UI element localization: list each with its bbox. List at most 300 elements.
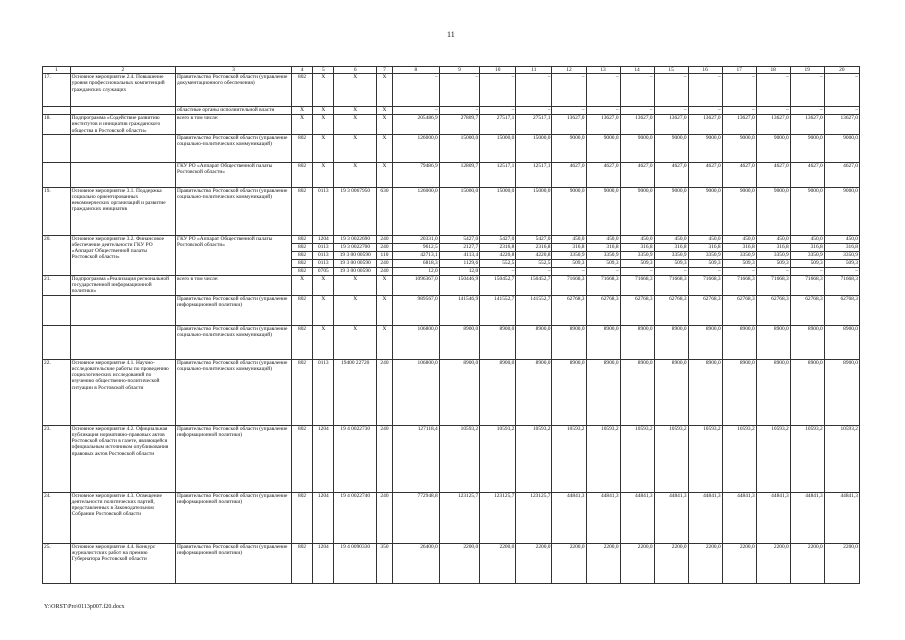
section-code: 1204 (313, 492, 334, 543)
grbs-code: 802 (291, 162, 312, 187)
expense-type-code: Х (377, 295, 393, 325)
column-number-10: 10 (480, 67, 516, 74)
target-article-code: Х (334, 107, 377, 115)
year-value: 9000,0 (586, 187, 620, 235)
year-value: 2127,7 (439, 243, 479, 251)
year-value: 316,8 (756, 243, 790, 251)
year-value: 27517,1 (480, 115, 516, 135)
year-value: 10593,2 (552, 425, 586, 492)
year-value: – (516, 74, 552, 107)
year-value: 62768,3 (552, 295, 586, 325)
expense-type-code: Х (377, 74, 393, 107)
year-value: 12517,1 (480, 162, 516, 187)
target-article-code: 19 3 00 00590 (334, 259, 377, 267)
total-value: 9612,5 (392, 243, 439, 251)
year-value: 8900,0 (688, 325, 722, 359)
year-value: 10593,2 (756, 425, 790, 492)
section-code: Х (313, 115, 334, 135)
year-value: – (586, 74, 620, 107)
year-value: 8900,0 (586, 359, 620, 425)
year-value: 5427,0 (480, 235, 516, 243)
executor: всего в том числе: (175, 115, 291, 135)
year-value: 2200,0 (552, 543, 586, 583)
year-value: 71668,3 (586, 275, 620, 295)
year-value: – (654, 107, 688, 115)
year-value: 8900,0 (722, 325, 756, 359)
target-article-code: Х (334, 134, 377, 162)
target-article-code: 19 4 0022730 (334, 425, 377, 492)
row-number (43, 162, 71, 187)
row-number: 17. (43, 74, 71, 107)
program-name: Основное мероприятие 3.2. Финансовое обеспечение деятельности ГКУ РО «Аппарат Общественной палаты Ростовской области» (70, 235, 175, 275)
year-value: 4627,0 (756, 162, 790, 187)
year-value: 123125,7 (439, 492, 479, 543)
year-value: 62768,3 (688, 295, 722, 325)
section-code: 1204 (313, 543, 334, 583)
year-value: 8900,0 (654, 325, 688, 359)
table-row (43, 115, 860, 135)
total-value: – (392, 74, 439, 107)
year-value: 2200,0 (756, 543, 790, 583)
executor: Правительство Ростовской области (управление информационной политики) (175, 492, 291, 543)
grbs-code: 802 (291, 543, 312, 583)
year-value: 450,0 (790, 235, 824, 243)
grbs-code: Х (291, 107, 312, 115)
year-value: – (756, 267, 790, 275)
footer-file-path: Y:\ORST\Pro\0113p007.f20.docx (44, 604, 125, 610)
expense-type-code: 240 (377, 267, 393, 275)
grbs-code: Х (291, 275, 312, 295)
year-value: 1129,6 (439, 259, 479, 267)
total-value: 106800,0 (392, 325, 439, 359)
year-value: 4220,8 (516, 251, 552, 259)
year-value: 27809,7 (439, 115, 479, 135)
target-article-code: 19400 22720 (334, 359, 377, 425)
year-value: 3350,9 (824, 251, 859, 259)
year-value: 62768,3 (586, 295, 620, 325)
year-value: 2200,0 (439, 543, 479, 583)
year-value: 552,5 (516, 259, 552, 267)
year-value: 10593,2 (480, 425, 516, 492)
year-value: 316,8 (790, 243, 824, 251)
year-value: 509,3 (620, 259, 654, 267)
row-number (43, 134, 71, 162)
year-value: 509,3 (586, 259, 620, 267)
year-value: 2200,0 (586, 543, 620, 583)
row-number: 24. (43, 492, 71, 543)
year-value: 9000,0 (722, 187, 756, 235)
column-number-1: 1 (43, 67, 71, 74)
grbs-code: Х (291, 115, 312, 135)
year-value: 9000,0 (688, 187, 722, 235)
year-value: 8900,0 (824, 325, 859, 359)
expense-type-code: Х (377, 275, 393, 295)
year-value: – (756, 74, 790, 107)
table-row (43, 425, 860, 492)
year-value: 316,8 (586, 243, 620, 251)
column-number-3: 3 (175, 67, 291, 74)
year-value: – (722, 107, 756, 115)
table-body (43, 67, 860, 584)
grbs-code: 802 (291, 187, 312, 235)
year-value: 9000,0 (722, 134, 756, 162)
row-number: 18. (43, 115, 71, 135)
year-value: – (790, 107, 824, 115)
grbs-code: 802 (291, 295, 312, 325)
expense-type-code: 240 (377, 235, 393, 243)
year-value: 3350,9 (688, 251, 722, 259)
year-value: 450,0 (756, 235, 790, 243)
program-name (70, 134, 175, 162)
year-value: – (439, 107, 479, 115)
section-code: 0113 (313, 251, 334, 259)
year-value: 3350,9 (790, 251, 824, 259)
year-value: 8900,0 (654, 359, 688, 425)
year-value: – (654, 74, 688, 107)
year-value: 509,3 (756, 259, 790, 267)
year-value: 8900,0 (620, 359, 654, 425)
year-value: – (722, 267, 756, 275)
year-value: 9000,0 (654, 134, 688, 162)
year-value: 71668,3 (756, 275, 790, 295)
year-value: 44841,3 (756, 492, 790, 543)
row-number: 21. (43, 275, 71, 295)
year-value: 15000,0 (480, 187, 516, 235)
year-value: 62768,3 (654, 295, 688, 325)
target-article-code: Х (334, 275, 377, 295)
year-value: 4627,0 (620, 162, 654, 187)
column-number-20: 20 (824, 67, 859, 74)
year-value: 9000,0 (552, 187, 586, 235)
expense-type-code: Х (377, 107, 393, 115)
year-value: 4627,0 (552, 162, 586, 187)
expense-type-code: 240 (377, 359, 393, 425)
program-name (70, 162, 175, 187)
target-article-code: Х (334, 325, 377, 359)
year-value: 4627,0 (824, 162, 859, 187)
table-row (43, 134, 860, 162)
target-article-code: Х (334, 162, 377, 187)
year-value: 141546,9 (439, 295, 479, 325)
year-value: – (552, 107, 586, 115)
year-value: 123125,7 (516, 492, 552, 543)
year-value: 71668,3 (824, 275, 859, 295)
year-value: 2200,0 (654, 543, 688, 583)
year-value: 509,3 (824, 259, 859, 267)
program-name: Основное мероприятие 4.4. Конкурс журналистских работ на премию Губернатора Ростовской области (70, 543, 175, 583)
year-value: 62768,3 (620, 295, 654, 325)
year-value: 44841,3 (586, 492, 620, 543)
year-value: – (790, 267, 824, 275)
year-value: – (439, 74, 479, 107)
year-value: 141552,7 (516, 295, 552, 325)
grbs-code: 802 (291, 325, 312, 359)
section-code: Х (313, 162, 334, 187)
year-value: 4220,8 (480, 251, 516, 259)
executor: всего в том числе: (175, 275, 291, 295)
year-value: 2200,0 (480, 543, 516, 583)
year-value: 316,8 (688, 243, 722, 251)
year-value: 62768,3 (756, 295, 790, 325)
year-value: 8900,0 (756, 359, 790, 425)
column-number-16: 16 (688, 67, 722, 74)
row-number (43, 295, 71, 325)
year-value: 44841,3 (654, 492, 688, 543)
total-value: 772948,8 (392, 492, 439, 543)
year-value: – (654, 267, 688, 275)
year-value: 71668,3 (790, 275, 824, 295)
year-value: 13627,0 (620, 115, 654, 135)
executor: Правительство Ростовской области (управление социально-политических коммуникаций) (175, 359, 291, 425)
year-value: 71668,3 (688, 275, 722, 295)
column-number-8: 8 (392, 67, 439, 74)
year-value: 13627,0 (756, 115, 790, 135)
row-number (43, 107, 71, 115)
year-value: 8900,0 (586, 325, 620, 359)
year-value: 450,0 (722, 235, 756, 243)
executor: Правительство Ростовской области (управление информационной политики) (175, 543, 291, 583)
year-value: – (552, 267, 586, 275)
section-code: Х (313, 295, 334, 325)
year-value: – (790, 74, 824, 107)
year-value: 13627,0 (722, 115, 756, 135)
grbs-code: 802 (291, 251, 312, 259)
year-value: 10593,2 (688, 425, 722, 492)
year-value: 71668,3 (620, 275, 654, 295)
expense-type-code: 350 (377, 543, 393, 583)
year-value: – (722, 74, 756, 107)
year-value: 15000,0 (480, 134, 516, 162)
year-value: – (688, 267, 722, 275)
year-value: 2200,0 (688, 543, 722, 583)
total-value: 126000,0 (392, 187, 439, 235)
target-article-code: 19 3 0067950 (334, 187, 377, 235)
program-name (70, 107, 175, 115)
program-name (70, 325, 175, 359)
year-value: – (824, 267, 859, 275)
executor: областные органы исполнительной власти (175, 107, 291, 115)
total-value: 127118,4 (392, 425, 439, 492)
year-value: 9000,0 (790, 134, 824, 162)
year-value: 4627,0 (722, 162, 756, 187)
column-number-7: 7 (377, 67, 393, 74)
year-value: 62768,3 (824, 295, 859, 325)
year-value: – (824, 74, 859, 107)
year-value: 13627,0 (586, 115, 620, 135)
target-article-code: Х (334, 115, 377, 135)
row-number: 23. (43, 425, 71, 492)
year-value: 509,3 (722, 259, 756, 267)
program-name: Основное мероприятие 2.4. Повышение уровня профессиональных компетенций гражданских служащих (70, 74, 175, 107)
year-value: 3350,9 (756, 251, 790, 259)
year-value: 71668,3 (552, 275, 586, 295)
year-value: – (688, 107, 722, 115)
year-value: 2316,8 (516, 243, 552, 251)
grbs-code: 802 (291, 492, 312, 543)
table-row (43, 359, 860, 425)
year-value: 10593,2 (824, 425, 859, 492)
program-name: Основное мероприятие 4.2. Официальная публикация нормативно-правовых актов Ростовской области в газете, являющейся официальным источником опубликования правовых актов Ростовской области (70, 425, 175, 492)
year-value: 12517,1 (516, 162, 552, 187)
year-value: 8900,0 (439, 359, 479, 425)
year-value: 12,0 (439, 267, 479, 275)
program-name: Подпрограмма «Реализация региональной государственной информационной политики» (70, 275, 175, 295)
total-value: 20331,0 (392, 235, 439, 243)
year-value: 5427,0 (516, 235, 552, 243)
year-value: – (620, 74, 654, 107)
year-value: 8900,0 (790, 325, 824, 359)
year-value: 2200,0 (516, 543, 552, 583)
section-code: Х (313, 134, 334, 162)
year-value: 62768,3 (790, 295, 824, 325)
year-value: 13627,0 (654, 115, 688, 135)
year-value: 9000,0 (552, 134, 586, 162)
target-article-code: 19 3 00 00590 (334, 251, 377, 259)
year-value: 509,3 (688, 259, 722, 267)
year-value: 4627,0 (654, 162, 688, 187)
grbs-code: 802 (291, 74, 312, 107)
year-value: 2200,0 (824, 543, 859, 583)
page-number: 11 (447, 30, 455, 39)
year-value: 10593,2 (722, 425, 756, 492)
year-value: – (552, 74, 586, 107)
year-value: 9000,0 (756, 134, 790, 162)
column-number-9: 9 (439, 67, 479, 74)
year-value: 13627,0 (790, 115, 824, 135)
year-value: 9000,0 (620, 134, 654, 162)
year-value: 8900,0 (756, 325, 790, 359)
header-row (43, 67, 860, 74)
table-row (43, 74, 860, 107)
year-value: 15000,0 (516, 134, 552, 162)
year-value: 10593,2 (654, 425, 688, 492)
table-row (43, 543, 860, 583)
column-number-12: 12 (552, 67, 586, 74)
total-value: 126000,0 (392, 134, 439, 162)
year-value: – (480, 107, 516, 115)
year-value: 123125,7 (480, 492, 516, 543)
year-value: 8900,0 (824, 359, 859, 425)
total-value: 6818,3 (392, 259, 439, 267)
year-value: – (756, 107, 790, 115)
executor: Правительство Ростовской области (управление социально-политических коммуникаций) (175, 325, 291, 359)
year-value: 4627,0 (790, 162, 824, 187)
budget-table (42, 66, 860, 584)
program-name (70, 295, 175, 325)
column-number-6: 6 (334, 67, 377, 74)
expense-type-code: 630 (377, 187, 393, 235)
section-code: Х (313, 325, 334, 359)
year-value: 12809,7 (439, 162, 479, 187)
year-value: 13627,0 (552, 115, 586, 135)
year-value: 316,8 (552, 243, 586, 251)
year-value: 9000,0 (824, 134, 859, 162)
year-value: – (586, 107, 620, 115)
expense-type-code: Х (377, 134, 393, 162)
column-number-18: 18 (756, 67, 790, 74)
year-value: 150446,9 (439, 275, 479, 295)
table-row (43, 295, 860, 325)
total-value: 42713,1 (392, 251, 439, 259)
year-value: 9000,0 (688, 134, 722, 162)
total-value: 205486,9 (392, 115, 439, 135)
grbs-code: 802 (291, 243, 312, 251)
year-value: 8900,0 (552, 359, 586, 425)
year-value: 450,0 (654, 235, 688, 243)
row-number: 20. (43, 235, 71, 275)
year-value: 8900,0 (480, 359, 516, 425)
year-value: 8900,0 (552, 325, 586, 359)
column-number-4: 4 (291, 67, 312, 74)
section-code: 0113 (313, 243, 334, 251)
column-number-13: 13 (586, 67, 620, 74)
target-article-code: 19 3 0022700 (334, 243, 377, 251)
year-value: 62768,3 (722, 295, 756, 325)
year-value: 44841,3 (620, 492, 654, 543)
year-value: 44841,3 (552, 492, 586, 543)
total-value: – (392, 107, 439, 115)
executor: ГКУ РО «Аппарат Общественной палаты Ростовской области» (175, 235, 291, 275)
grbs-code: 802 (291, 425, 312, 492)
year-value: 10593,2 (516, 425, 552, 492)
section-code: 0113 (313, 259, 334, 267)
row-number: 22. (43, 359, 71, 425)
section-code: 0113 (313, 359, 334, 425)
year-value: 15000,0 (439, 134, 479, 162)
grbs-code: 802 (291, 359, 312, 425)
executor: Правительство Ростовской области (управление информационной политики) (175, 425, 291, 492)
year-value: – (620, 107, 654, 115)
column-number-17: 17 (722, 67, 756, 74)
target-article-code: 19 3 0022690 (334, 235, 377, 243)
year-value: 450,0 (586, 235, 620, 243)
section-code: Х (313, 275, 334, 295)
year-value: – (480, 267, 516, 275)
expense-type-code: 240 (377, 259, 393, 267)
year-value: 8900,0 (480, 325, 516, 359)
year-value: 44841,3 (722, 492, 756, 543)
section-code: 1204 (313, 235, 334, 243)
year-value: 9000,0 (756, 187, 790, 235)
program-name: Основное мероприятие 3.1. Поддержка социально ориентированных некоммерческих организаций и развитие гражданских инициатив (70, 187, 175, 235)
target-article-code: 19 4 0022740 (334, 492, 377, 543)
year-value: – (516, 267, 552, 275)
year-value: 27517,1 (516, 115, 552, 135)
year-value: 13627,0 (688, 115, 722, 135)
expense-type-code: Х (377, 115, 393, 135)
year-value: 3350,9 (552, 251, 586, 259)
year-value: 9000,0 (824, 187, 859, 235)
year-value: 509,3 (790, 259, 824, 267)
year-value: – (480, 74, 516, 107)
section-code: Х (313, 107, 334, 115)
grbs-code: 802 (291, 259, 312, 267)
year-value: 316,8 (620, 243, 654, 251)
year-value: 8900,0 (439, 325, 479, 359)
column-number-15: 15 (654, 67, 688, 74)
year-value: 71668,3 (722, 275, 756, 295)
grbs-code: 802 (291, 235, 312, 243)
target-article-code: 19 4 0090330 (334, 543, 377, 583)
year-value: 150452,7 (480, 275, 516, 295)
total-value: 106800,0 (392, 359, 439, 425)
executor: Правительство Ростовской области (управление документационного обеспечения) (175, 74, 291, 107)
year-value: 2316,8 (480, 243, 516, 251)
section-code: Х (313, 74, 334, 107)
year-value: 2200,0 (620, 543, 654, 583)
year-value: 316,8 (722, 243, 756, 251)
expense-type-code: 110 (377, 251, 393, 259)
